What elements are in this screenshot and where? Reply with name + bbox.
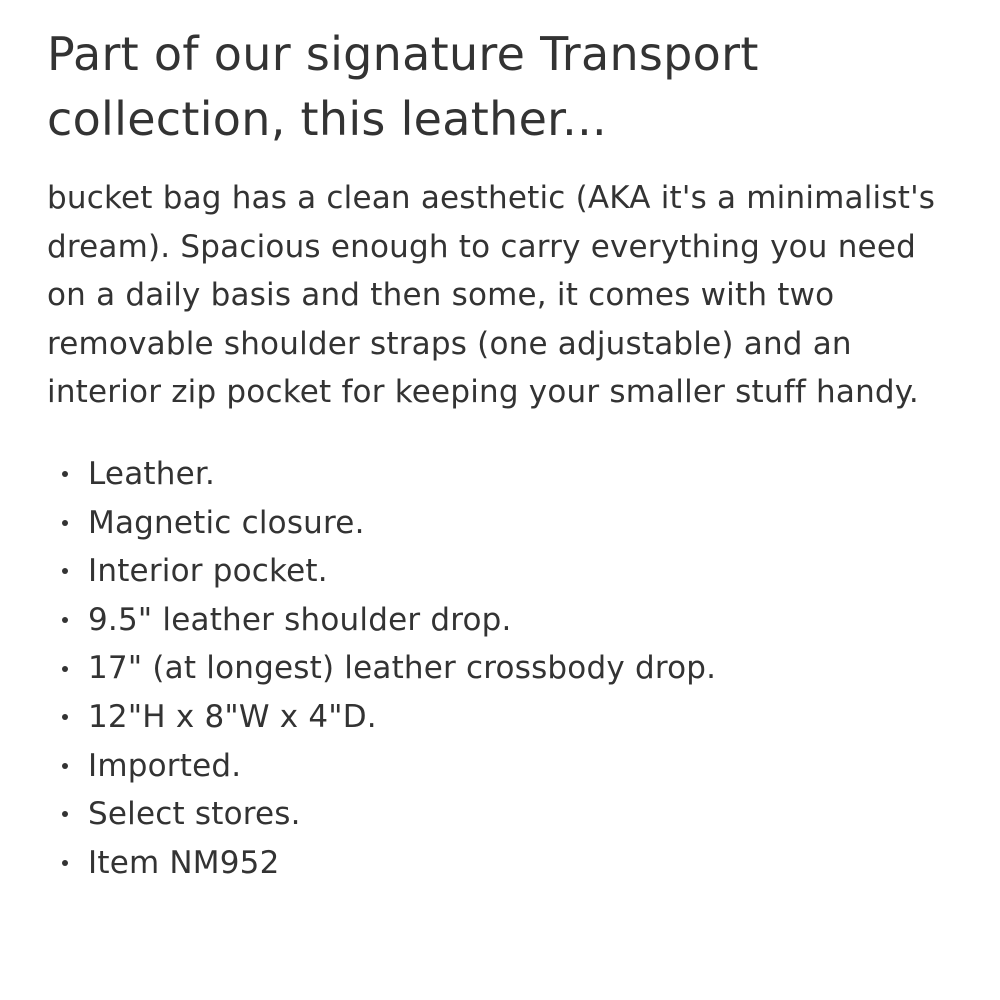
product-headline: Part of our signature Transport collection, this leather... bbox=[47, 27, 759, 146]
bullet-icon bbox=[62, 714, 68, 720]
bullet-icon bbox=[62, 763, 68, 769]
bullet-icon bbox=[62, 666, 68, 672]
feature-item bbox=[47, 644, 957, 693]
feature-item bbox=[47, 790, 957, 839]
feature-item bbox=[47, 450, 957, 499]
feature-text: Item NM952 bbox=[88, 844, 280, 881]
bullet-icon bbox=[62, 860, 68, 866]
feature-text: Interior pocket. bbox=[88, 553, 328, 590]
feature-text: 12"H x 8"W x 4"D. bbox=[88, 698, 377, 735]
feature-text: Leather. bbox=[88, 455, 216, 492]
feature-text: 17" (at longest) leather crossbody drop. bbox=[88, 650, 717, 687]
feature-item bbox=[47, 742, 957, 791]
bullet-icon bbox=[62, 811, 68, 817]
feature-item bbox=[47, 596, 957, 645]
bullet-icon bbox=[62, 568, 68, 574]
bullet-icon bbox=[62, 471, 68, 477]
product-description: bucket bag has a clean aesthetic (AKA it's a minimalist's dream). Spacious enough to carry everything you need on a daily basis and then some, it comes with two removable shoulder straps (one adjustable) and an interior zip pocket for keeping your smaller stuff handy. bbox=[47, 180, 936, 411]
product-details bbox=[47, 22, 957, 887]
feature-text: Imported. bbox=[88, 747, 242, 784]
feature-item bbox=[47, 693, 957, 742]
feature-text: 9.5" leather shoulder drop. bbox=[88, 601, 512, 638]
feature-list bbox=[47, 450, 957, 887]
bullet-icon bbox=[62, 617, 68, 623]
feature-text: Select stores. bbox=[88, 796, 301, 833]
feature-item bbox=[47, 839, 957, 888]
feature-text: Magnetic closure. bbox=[88, 504, 365, 541]
bullet-icon bbox=[62, 520, 68, 526]
feature-item bbox=[47, 547, 957, 596]
feature-item bbox=[47, 499, 957, 548]
